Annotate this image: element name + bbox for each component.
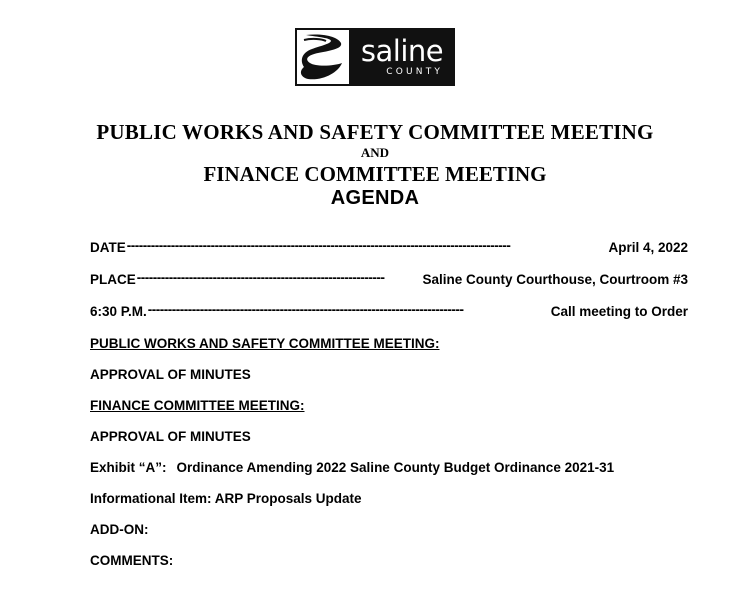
info-row-date bbox=[90, 240, 688, 255]
section-item-approval-minutes-fin: APPROVAL OF MINUTES bbox=[90, 429, 251, 444]
comments-heading: COMMENTS: bbox=[90, 553, 174, 568]
exhibit-a-description: Ordinance Amending 2022 Saline County Budget Ordinance 2021-31 bbox=[176, 460, 615, 475]
section-heading-finance: FINANCE COMMITTEE MEETING: bbox=[90, 398, 305, 413]
leader-dots: ------------------------------------------------------------------------------- bbox=[147, 302, 464, 317]
info-row-label: PLACE bbox=[90, 272, 136, 287]
section-heading-public-works: PUBLIC WORKS AND SAFETY COMMITTEE MEETING: bbox=[90, 336, 440, 351]
agenda-heading: AGENDA bbox=[330, 186, 420, 209]
logo-container bbox=[0, 28, 750, 86]
title-conjunction: AND bbox=[360, 145, 390, 161]
info-row-value: April 4, 2022 bbox=[608, 240, 688, 255]
section-item-approval-minutes-pw: APPROVAL OF MINUTES bbox=[90, 367, 251, 382]
info-row-value: Saline County Courthouse, Courtroom #3 bbox=[422, 272, 688, 287]
informational-item-arp: Informational Item: ARP Proposals Update bbox=[90, 491, 362, 506]
page-subtitle: FINANCE COMMITTEE MEETING bbox=[203, 161, 547, 186]
saline-county-swoosh-icon bbox=[295, 28, 351, 86]
exhibit-a-row bbox=[90, 460, 688, 475]
info-row-place bbox=[90, 272, 688, 287]
saline-county-logo bbox=[295, 28, 455, 86]
info-row-time bbox=[90, 304, 688, 319]
info-row-label: 6:30 P.M. bbox=[90, 304, 147, 319]
page-title: PUBLIC WORKS AND SAFETY COMMITTEE MEETING bbox=[96, 120, 654, 144]
leader-dots: -------------------------------------------------------------- bbox=[136, 270, 385, 285]
logo-name: saline bbox=[360, 34, 444, 68]
exhibit-a-label: Exhibit “A”: bbox=[90, 460, 167, 475]
document-title-block bbox=[0, 120, 750, 211]
logo-wordmark bbox=[351, 28, 455, 86]
info-row-label: DATE bbox=[90, 240, 126, 255]
add-on-heading: ADD-ON: bbox=[90, 522, 149, 537]
leader-dots: ------------------------------------------------------------------------------------------------ bbox=[126, 238, 511, 253]
info-row-value: Call meeting to Order bbox=[550, 304, 688, 319]
logo-subtitle: COUNTY bbox=[386, 67, 444, 77]
agenda-body bbox=[90, 240, 688, 584]
